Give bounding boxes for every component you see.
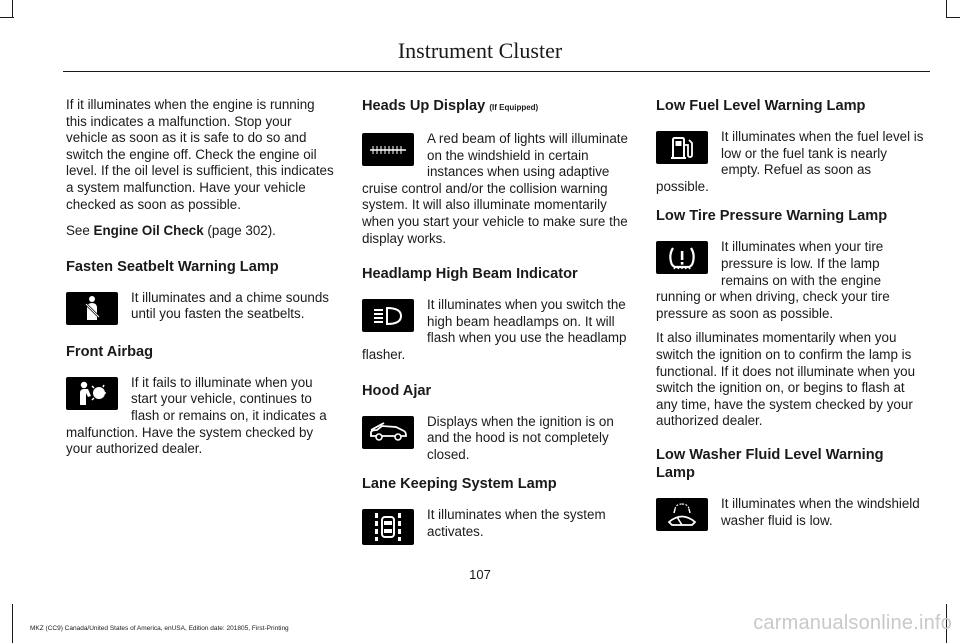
tire-pressure-entry [656, 239, 924, 322]
fuel-pump-icon [656, 131, 708, 164]
low-fuel-heading: Low Fuel Level Warning Lamp [656, 98, 866, 114]
washer-fluid-icon [656, 498, 708, 531]
high-beam-icon [362, 299, 414, 332]
column-3 [656, 97, 924, 549]
footer-edition-info: MKZ (CC9) Canada/United States of America, enUSA, Edition date: 201805, First-Printing [30, 625, 289, 632]
hood-ajar-entry [362, 414, 630, 464]
lane-keeping-description: It illuminates when the system activates. [427, 507, 606, 539]
lane-keeping-entry [362, 507, 630, 551]
crop-mark [946, 0, 947, 18]
lane-keeping-heading: Lane Keeping System Lamp [362, 476, 557, 493]
hood-ajar-heading: Hood Ajar [362, 382, 432, 399]
hud-entry [362, 131, 630, 247]
high-beam-entry [362, 297, 630, 363]
washer-fluid-description: It illuminates when the windshield washer fluid is low. [721, 495, 920, 528]
airbag-entry [66, 375, 334, 458]
washer-fluid-entry [656, 496, 924, 537]
seatbelt-heading: Fasten Seatbelt Warning Lamp [66, 258, 279, 275]
column-1 [66, 97, 334, 470]
low-fuel-description: It illuminates when the fuel level is low or the fuel tank is nearly empty. Refuel as soon as possible. [656, 129, 924, 194]
column-2 [362, 97, 630, 563]
tire-pressure-description-2: It also illuminates momentarily when you switch the ignition on to confirm the lamp is functional. If it does not illuminate when you switch the ignition on, or begins to flash at any time, have the system checked by your authorized dealer. [656, 330, 916, 429]
crop-mark [12, 0, 13, 18]
crop-mark [946, 17, 960, 18]
see-reference: See Engine Oil Check (page 302). [66, 223, 276, 239]
seatbelt-icon [66, 292, 118, 325]
hood-ajar-description: Displays when the ignition is on and the hood is not completely closed. [427, 413, 614, 462]
seatbelt-description: It illuminates and a chime sounds until you fasten the seatbelts. [131, 289, 329, 322]
watermark: carmanualsonline.info [753, 612, 952, 634]
airbag-icon [66, 377, 118, 410]
low-fuel-entry [656, 129, 924, 195]
hud-description: A red beam of lights will illuminate on the windshield in certain instances when using adaptive cruise control and/or the collision warning system. It will also illuminate momentarily when you start your vehicle to make sure the display works. [362, 131, 628, 246]
oil-warning-text: If it illuminates when the engine is running this indicates a malfunction. Stop your vehicle as soon as it is safe to do so and switch the engine off. Check the engine oil level. If the oil level is sufficient, this indicates a system malfunction. Have your vehicle checked as soon as possible. [66, 97, 334, 212]
page-title: Instrument Cluster [397, 38, 563, 63]
header-divider [63, 71, 930, 72]
high-beam-description: It illuminates when you switch the high beam headlamps on. It will flash when you use the headlamp flasher. [362, 297, 627, 362]
page-number: 107 [469, 567, 491, 582]
tire-pressure-icon [656, 241, 708, 274]
hud-heading: Heads Up Display (If Equipped) [362, 98, 539, 114]
airbag-heading: Front Airbag [66, 343, 154, 360]
high-beam-heading: Headlamp High Beam Indicator [362, 266, 578, 283]
seatbelt-entry [66, 290, 334, 331]
washer-fluid-heading: Low Washer Fluid Level Warning Lamp [656, 446, 884, 481]
hood-ajar-icon [362, 416, 414, 449]
airbag-description: If it fails to illuminate when you start your vehicle, continues to flash or remains on, it indicates a malfunction. Have the system checked by your authorized dealer. [66, 374, 327, 457]
tire-pressure-heading: Low Tire Pressure Warning Lamp [656, 208, 888, 225]
lane-keeping-icon [362, 509, 414, 545]
engine-oil-check-link[interactable]: Engine Oil Check [93, 223, 204, 239]
crop-mark [12, 604, 13, 643]
heads-up-display-icon [362, 133, 414, 166]
tire-pressure-description: It illuminates when your tire pressure is low. If the lamp remains on with the engine running or when driving, check your tire pressure as soon as possible. [656, 239, 890, 321]
crop-mark [0, 17, 14, 18]
